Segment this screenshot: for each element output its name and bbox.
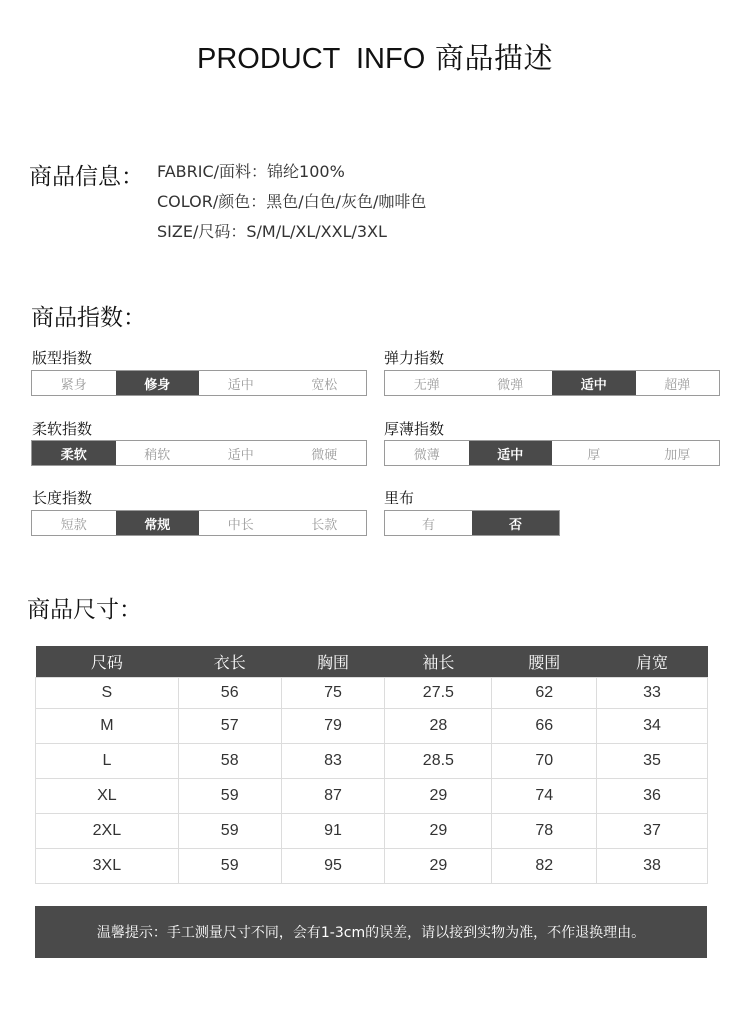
table-cell: 66 — [492, 708, 597, 743]
table-cell: 34 — [597, 708, 708, 743]
stretch-option: 超弹 — [664, 377, 691, 393]
table-cell: 29 — [385, 778, 492, 813]
table-cell: 27.5 — [385, 677, 492, 708]
table-cell: 37 — [597, 813, 708, 848]
table-cell: 57 — [178, 708, 281, 743]
table-cell: 82 — [492, 848, 597, 883]
table-row — [36, 848, 708, 883]
table-row — [36, 708, 708, 743]
column-header: 衣长 — [178, 646, 281, 677]
info-heading: 商品信息： — [29, 164, 144, 190]
stretch-option: 适中 — [552, 371, 636, 395]
table-row — [36, 677, 708, 708]
fit-option: 紧身 — [60, 377, 87, 393]
length-index-scale — [31, 510, 367, 536]
fit-index-scale — [31, 370, 367, 396]
table-cell: 38 — [597, 848, 708, 883]
page-title-cn: 商品描述 — [434, 41, 553, 75]
thickness-option: 微薄 — [413, 447, 440, 463]
table-cell: L — [36, 743, 179, 778]
size-chart-heading: 商品尺寸： — [27, 597, 142, 623]
table-cell: XL — [36, 778, 179, 813]
table-cell: 36 — [597, 778, 708, 813]
size-line: SIZE/尺码：S/M/L/XL/XXL/3XL — [157, 222, 387, 241]
table-cell: 58 — [178, 743, 281, 778]
table-cell: 56 — [178, 677, 281, 708]
table-cell: 75 — [281, 677, 385, 708]
table-row — [36, 778, 708, 813]
table-cell: 59 — [178, 848, 281, 883]
table-cell: M — [36, 708, 179, 743]
page-title — [0, 36, 750, 77]
table-cell: 83 — [281, 743, 385, 778]
table-cell: 2XL — [36, 813, 179, 848]
thickness-index-label: 厚薄指数 — [384, 420, 445, 438]
softness-index-scale — [31, 440, 367, 466]
table-cell: 29 — [385, 813, 492, 848]
thickness-option: 适中 — [469, 441, 553, 465]
fit-option: 宽松 — [311, 377, 338, 393]
thickness-option: 加厚 — [664, 447, 691, 463]
fit-option: 修身 — [116, 371, 200, 395]
fabric-line: FABRIC/面料：锦纶100% — [157, 162, 345, 181]
length-option: 中长 — [227, 517, 254, 533]
thickness-index-scale — [384, 440, 720, 466]
stretch-index-scale — [384, 370, 720, 396]
size-table-body — [36, 677, 708, 883]
lining-label: 里布 — [384, 489, 415, 507]
table-cell: 79 — [281, 708, 385, 743]
length-option: 常规 — [116, 511, 200, 535]
table-cell: 35 — [597, 743, 708, 778]
table-row — [36, 743, 708, 778]
softness-option: 适中 — [227, 447, 254, 463]
table-cell: 91 — [281, 813, 385, 848]
table-cell: 70 — [492, 743, 597, 778]
thickness-option: 厚 — [587, 447, 601, 463]
table-cell: 74 — [492, 778, 597, 813]
softness-index-label: 柔软指数 — [32, 420, 93, 438]
column-header: 肩宽 — [597, 646, 708, 677]
fit-option: 适中 — [227, 377, 254, 393]
table-cell: 28 — [385, 708, 492, 743]
table-cell: 87 — [281, 778, 385, 813]
table-cell: S — [36, 677, 179, 708]
indices-heading: 商品指数： — [31, 305, 146, 331]
softness-option: 柔软 — [32, 441, 116, 465]
column-header: 尺码 — [36, 646, 179, 677]
info-list — [157, 160, 426, 250]
stretch-index-label: 弹力指数 — [384, 349, 445, 367]
column-header: 腰围 — [492, 646, 597, 677]
lining-option: 有 — [421, 517, 435, 533]
length-option: 长款 — [311, 517, 338, 533]
table-cell: 78 — [492, 813, 597, 848]
table-cell: 3XL — [36, 848, 179, 883]
lining-option: 否 — [472, 511, 559, 535]
table-cell: 29 — [385, 848, 492, 883]
table-cell: 59 — [178, 778, 281, 813]
stretch-option: 无弹 — [413, 377, 440, 393]
table-cell: 28.5 — [385, 743, 492, 778]
size-table-header-row — [36, 646, 708, 677]
lining-scale — [384, 510, 560, 536]
table-cell: 95 — [281, 848, 385, 883]
table-cell: 33 — [597, 677, 708, 708]
length-index-label: 长度指数 — [32, 489, 93, 507]
column-header: 袖长 — [385, 646, 492, 677]
page-title-en: PRODUCT INFO — [197, 43, 426, 75]
size-table — [35, 646, 708, 884]
table-cell: 62 — [492, 677, 597, 708]
color-line: COLOR/颜色：黑色/白色/灰色/咖啡色 — [157, 192, 427, 211]
table-cell: 59 — [178, 813, 281, 848]
softness-option: 稍软 — [144, 447, 171, 463]
fit-index-label: 版型指数 — [32, 349, 93, 367]
table-row — [36, 813, 708, 848]
column-header: 胸围 — [281, 646, 385, 677]
length-option: 短款 — [60, 517, 87, 533]
tip-banner: 温馨提示：手工测量尺寸不同，会有1-3cm的误差，请以接到实物为准，不作退换理由。 — [35, 906, 707, 958]
softness-option: 微硬 — [311, 447, 338, 463]
stretch-option: 微弹 — [497, 377, 524, 393]
